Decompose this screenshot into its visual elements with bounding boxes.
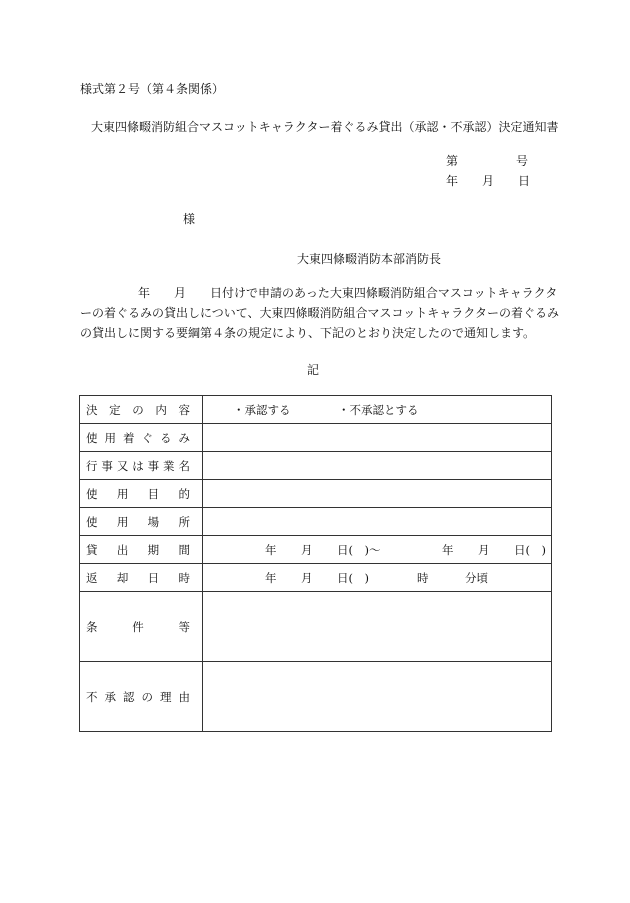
period-day-2: 日( ) [514, 542, 546, 557]
row-return [80, 564, 552, 592]
label-purpose: 使 用 目 的 [80, 480, 203, 508]
return-minute: 分頃 [465, 570, 488, 585]
reference-dai: 第 [446, 154, 459, 168]
row-event [80, 452, 552, 480]
issue-month: 月 [482, 174, 495, 188]
record-label: 記 [307, 363, 320, 377]
value-return[interactable] [203, 564, 552, 592]
reference-go: 号 [516, 154, 529, 168]
option-reject[interactable]: ・不承認とする [338, 402, 419, 417]
row-period [80, 536, 552, 564]
body-line-2: ーの着ぐるみの貸出しについて、大東四條畷消防組合マスコットキャラクターの着ぐるみ [80, 306, 560, 320]
document-title: 大東四條畷消防組合マスコットキャラクター着ぐるみ貸出（承認・不承認）決定通知書 [91, 120, 559, 134]
row-decision [80, 396, 552, 424]
return-year: 年 [265, 570, 277, 585]
label-period: 貸 出 期 間 [80, 536, 203, 564]
label-costume: 使 用 着 ぐ る み [80, 424, 203, 452]
issue-date [446, 172, 530, 189]
form-number: 様式第２号（第４条関係） [80, 82, 225, 96]
label-place: 使 用 場 所 [80, 508, 203, 536]
value-place[interactable] [203, 508, 552, 536]
period-month-1: 月 [301, 542, 313, 557]
body-line-1 [80, 283, 558, 303]
body-line-3: の貸出しに関する要綱第４条の規定により、下記のとおり決定したので通知します。 [80, 326, 536, 340]
period-year-1: 年 [265, 542, 277, 557]
label-return: 返 却 日 時 [80, 564, 203, 592]
reference-number [446, 152, 528, 169]
value-conditions[interactable] [203, 592, 552, 662]
value-decision[interactable] [203, 396, 552, 424]
label-reason: 不 承 認 の 理 由 [80, 662, 203, 732]
row-purpose [80, 480, 552, 508]
label-decision: 決 定 の 内 容 [80, 396, 203, 424]
issue-day: 日 [518, 174, 531, 188]
return-day: 日( ) [337, 570, 369, 585]
row-conditions [80, 592, 552, 662]
value-reason[interactable] [203, 662, 552, 732]
issuer-name: 大東四條畷消防本部消防長 [297, 252, 442, 266]
period-year-2: 年 [442, 542, 454, 557]
option-approve[interactable]: ・承認する [233, 402, 291, 417]
label-event: 行 事 又 は 事 業 名 [80, 452, 203, 480]
body-line-1-rest: 日付けで申請のあった大東四條畷消防組合マスコットキャラクタ [210, 286, 558, 300]
issue-year: 年 [446, 174, 459, 188]
row-place [80, 508, 552, 536]
detail-table [79, 395, 552, 732]
notice-body [80, 283, 560, 343]
body-year: 年 [138, 286, 151, 300]
period-month-2: 月 [478, 542, 490, 557]
return-hour: 時 [417, 570, 429, 585]
value-purpose[interactable] [203, 480, 552, 508]
value-costume[interactable] [203, 424, 552, 452]
label-conditions: 条 件 等 [80, 592, 203, 662]
period-day-1: 日( )〜 [337, 542, 381, 557]
row-reason [80, 662, 552, 732]
return-month: 月 [301, 570, 313, 585]
value-period[interactable] [203, 536, 552, 564]
row-costume [80, 424, 552, 452]
value-event[interactable] [203, 452, 552, 480]
body-month: 月 [174, 286, 187, 300]
recipient-sama: 様 [183, 212, 196, 226]
